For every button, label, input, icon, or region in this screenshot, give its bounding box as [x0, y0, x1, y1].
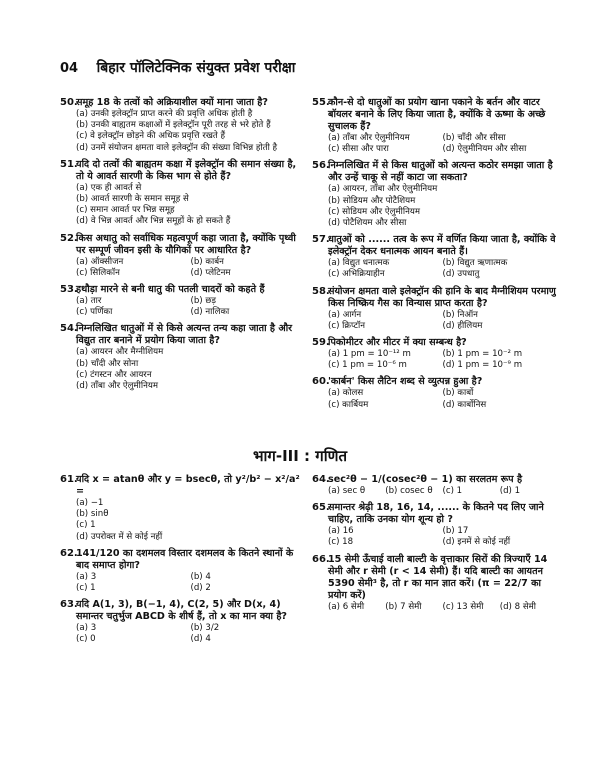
question-number: 54. — [60, 323, 78, 335]
question-text: कौन-से दो धातुओं का प्रयोग खाना पकाने के बर्तन और वाटर बॉयलर बनाने के लिए किया जाता है, क्योंकि वे ऊष्मा के अच्छे सुचालक हैं? — [328, 97, 546, 132]
options-grid — [328, 310, 557, 332]
options-grid — [328, 258, 557, 280]
right-column-bottom — [312, 474, 557, 618]
question-block — [312, 234, 557, 280]
question-block — [60, 233, 305, 279]
answer-option: (a) 3 — [76, 571, 97, 582]
answer-option: (c) कार्बियम — [328, 399, 369, 410]
answer-option: (b) छड़ — [190, 296, 217, 307]
answer-option: (b) 1 pm = 10⁻² m — [442, 349, 523, 360]
question-body — [76, 548, 305, 594]
question-text: sec²θ − 1/(cosec²θ − 1) का सरलतम रूप है — [328, 474, 523, 485]
question-text: 141/120 का दशमलव विस्तार दशमलव के कितने स्थानों के बाद समाप्त होगा? — [76, 547, 294, 571]
answer-option: (c) टंगस्टन और आयरन — [76, 369, 152, 380]
question-body — [76, 323, 305, 392]
answer-option: (d) पोटैशियम और सीसा — [328, 218, 407, 229]
answer-option: (c) 1 — [442, 486, 463, 496]
options-grid — [76, 572, 305, 594]
section-heading: भाग-III : गणित — [252, 447, 347, 465]
answer-option: (b) 17 — [442, 526, 469, 537]
question-text: 'कार्बन' किस लैटिन शब्द से व्युत्पन्न हुआ है? — [328, 376, 483, 388]
options-grid — [76, 257, 305, 279]
question-number: 60. — [312, 376, 330, 388]
answer-option: (a) आयरन और मैग्नीशियम — [76, 347, 164, 358]
answer-option: (a) एक ही आवर्त से — [76, 182, 142, 193]
question-text: यदि x = atanθ और y = bsecθ, तो y²/b² − x²/a² = — [76, 474, 300, 497]
options-list — [76, 183, 305, 228]
answer-option: (b) उनकी बाह्यतम कक्षाओं में इलेक्ट्रॉन पूरी तरह से भरे होते हैं — [76, 120, 271, 131]
options-list — [328, 184, 557, 229]
question-body — [76, 599, 305, 645]
question-body — [76, 159, 305, 228]
answer-option: (d) हीलियम — [442, 320, 483, 331]
question-number: 65. — [312, 502, 330, 514]
answer-option: (d) कार्बोनिस — [442, 399, 487, 410]
answer-option: (d) नालिका — [190, 307, 230, 318]
answer-option: (d) वे भिन्न आवर्त और भिन्न समूहों के हो सकते हैं — [76, 216, 231, 227]
answer-option: (a) 16 — [328, 526, 354, 537]
answer-option: (a) आयरन, ताँबा और ऐलुमीनियम — [328, 184, 438, 195]
question-number: 64. — [312, 474, 330, 485]
question-number: 59. — [312, 337, 330, 349]
answer-option: (d) इनमें से कोई नहीं — [442, 537, 511, 548]
question-body — [328, 160, 557, 229]
answer-option: (b) विद्युत ऋणात्मक — [442, 258, 508, 269]
answer-option: (d) 4 — [190, 634, 211, 645]
question-body — [76, 233, 305, 279]
question-number: 62. — [60, 547, 78, 559]
question-text: धातुओं को ...... तत्व के रूप में वर्णित किया जाता है, क्योंकि वे इलेक्ट्रॉन देकर धनात्मक आयन बनाते हैं। — [328, 234, 556, 258]
question-number: 52. — [60, 232, 78, 244]
options-grid — [328, 133, 557, 155]
question-body — [328, 234, 557, 280]
question-text: समूह 18 के तत्वों को अक्रियाशील क्यों माना जाता है? — [76, 97, 268, 108]
question-body — [76, 284, 305, 318]
answer-option: (c) समान आवर्त पर भिन्न समूह — [76, 205, 175, 216]
options-row — [328, 602, 557, 613]
page-header — [60, 58, 295, 77]
left-column-top — [60, 97, 305, 397]
options-list — [76, 109, 305, 154]
question-block — [60, 474, 305, 543]
answer-option: (b) cosec θ — [385, 486, 433, 496]
question-number: 50. — [60, 97, 78, 108]
answer-option: (a) 1 pm = 10⁻¹² m — [328, 349, 411, 360]
question-body — [328, 502, 557, 548]
question-number: 57. — [312, 234, 330, 246]
answer-option: (b) sinθ — [76, 509, 109, 520]
answer-option: (a) 3 — [76, 623, 97, 634]
question-text: पिकोमीटर और मीटर में क्या सम्बन्ध है? — [328, 337, 467, 349]
question-block — [312, 160, 557, 229]
answer-option: (a) sec θ — [328, 486, 366, 496]
left-column-bottom — [60, 474, 305, 651]
answer-option: (c) 1 — [76, 583, 96, 594]
answer-option: (a) 6 सेमी — [328, 601, 365, 612]
answer-option: (b) चाँदी और सोना — [76, 358, 139, 369]
question-block — [312, 502, 557, 548]
answer-option: (b) 3/2 — [190, 623, 220, 634]
question-text: निम्नलिखित में से किस धातुओं को अत्यन्त कठोर समझा जाता है और उन्हें चाकू से नहीं काटा जा सकता? — [328, 160, 553, 184]
question-block — [60, 284, 305, 318]
question-body — [328, 286, 557, 332]
question-block — [312, 474, 557, 497]
answer-option: (b) चाँदी और सीसा — [442, 133, 506, 143]
answer-option: (d) 2 — [190, 583, 211, 594]
question-text: हथौड़ा मारने से बनी धातु की पतली चादरों को कहते हैं — [76, 284, 265, 296]
question-block — [60, 599, 305, 645]
question-number: 51. — [60, 158, 78, 170]
question-text: 15 सेमी ऊँचाई वाली बाल्टी के वृत्ताकार सिरों की त्रिज्याएँ 14 सेमी और r सेमी (r < 14 सेमी) हैं। यदि बाल्टी का आयतन 5390 सेमी³ है, तो r का मान ज्ञात करें। (π = 22/7 का प्रयोग करें) — [328, 553, 548, 601]
question-block — [60, 548, 305, 594]
answer-option: (a) −1 — [76, 498, 104, 508]
answer-option: (b) सोडियम और पोटैशियम — [328, 195, 416, 206]
question-block — [312, 286, 557, 332]
question-text: समान्तर श्रेढ़ी 18, 16, 14, ...... के कितने पद लिए जाने चाहिए, ताकि उनका योग शून्य हो ? — [328, 502, 544, 526]
answer-option: (b) निऑन — [442, 309, 478, 320]
answer-option: (a) विद्युत धनात्मक — [328, 258, 390, 269]
answer-option: (d) ताँबा और ऐलुमीनियम — [76, 381, 158, 392]
answer-option: (b) 7 सेमी — [385, 601, 422, 612]
answer-option: (c) अभिक्रियाहीन — [328, 269, 385, 280]
answer-option: (c) 0 — [76, 634, 96, 645]
question-body — [328, 97, 557, 155]
answer-option: (b) 4 — [190, 571, 211, 582]
question-text: संयोजन क्षमता वाले इलेक्ट्रॉन की हानि के बाद मैग्नीशियम परमाणु किस निष्क्रिय गैस का विन्यास प्राप्त करता है? — [328, 285, 556, 309]
right-column-top — [312, 97, 557, 416]
answer-option: (c) सोडियम और ऐलुमीनियम — [328, 206, 420, 217]
answer-option: (c) वे इलेक्ट्रॉन छोड़ने की अधिक प्रवृत्ति रखते हैं — [76, 131, 226, 142]
answer-option: (d) प्लेटिनम — [190, 267, 231, 278]
question-number: 58. — [312, 285, 330, 297]
question-text: किस अधातु को सर्वाधिक महत्वपूर्ण कहा जाता है, क्योंकि पृथ्वी पर सम्पूर्ण जीवन इसी के यौगिकों पर आधारित है? — [76, 232, 296, 256]
answer-option: (d) उनमें संयोजन क्षमता वाले इलेक्ट्रॉन की संख्या विभिन्न होती है — [76, 142, 278, 153]
question-body — [76, 474, 305, 543]
question-block — [60, 97, 305, 154]
question-number: 56. — [312, 160, 330, 172]
answer-option: (d) 1 — [499, 486, 521, 496]
answer-option: (c) 1 — [76, 520, 96, 531]
question-body — [76, 97, 305, 154]
answer-option: (d) उपधातु — [442, 269, 480, 280]
question-block — [60, 159, 305, 228]
question-block — [60, 323, 305, 392]
answer-option: (c) 18 — [328, 537, 354, 548]
question-block — [312, 97, 557, 155]
question-block — [312, 337, 557, 371]
question-block — [312, 376, 557, 410]
answer-option: (a) उनकी इलेक्ट्रॉन प्राप्त करने की प्रवृत्ति अधिक होती है — [76, 109, 253, 119]
answer-option: (a) ऑक्सीजन — [76, 256, 124, 267]
answer-option: (c) क्रिप्टॉन — [328, 320, 366, 331]
question-number: 61. — [60, 474, 78, 485]
question-number: 55. — [312, 97, 330, 108]
question-body — [328, 337, 557, 371]
options-grid — [328, 526, 557, 548]
options-grid — [76, 623, 305, 645]
answer-option: (a) तार — [76, 296, 102, 307]
answer-option: (c) 1 pm = 10⁻⁶ m — [328, 360, 407, 371]
answer-option: (c) सीसा और पारा — [328, 144, 389, 155]
question-text: निम्नलिखित धातुओं में से किसे अत्यन्त तन्य कहा जाता है और विद्युत तार बनाने में प्रयोग किया जाता है? — [76, 323, 293, 347]
answer-option: (c) 13 सेमी — [442, 601, 484, 612]
options-grid — [76, 296, 305, 318]
answer-option: (b) कार्बन — [190, 256, 224, 267]
options-list — [76, 498, 305, 543]
options-list — [76, 347, 305, 392]
question-block — [312, 554, 557, 613]
answer-option: (c) सिलिकॉन — [76, 267, 120, 278]
page-title: बिहार पॉलिटेक्निक संयुक्त प्रवेश परीक्षा — [96, 60, 296, 76]
question-number: 66. — [312, 553, 330, 565]
options-row — [328, 486, 557, 497]
answer-option: (d) ऐलुमीनियम और सीसा — [442, 144, 527, 155]
options-grid — [328, 388, 557, 410]
answer-option: (a) आर्गन — [328, 309, 362, 320]
answer-option: (d) 8 सेमी — [499, 601, 537, 612]
answer-option: (c) पर्णिका — [76, 307, 113, 318]
question-number: 53. — [60, 284, 78, 296]
page-number: 04 — [60, 61, 79, 76]
question-number: 63. — [60, 599, 78, 611]
question-body — [328, 554, 557, 613]
answer-option: (b) कार्बो — [442, 388, 474, 399]
answer-option: (a) कोलस — [328, 388, 364, 399]
options-grid — [328, 349, 557, 371]
question-body — [328, 376, 557, 410]
question-body — [328, 474, 557, 497]
answer-option: (b) आवर्त सारणी के समान समूह से — [76, 194, 189, 205]
question-text: यदि दो तत्वों की बाह्यतम कक्षा में इलेक्ट्रॉन की समान संख्या है, तो ये आवर्त सारणी के किस भाग से होते हैं? — [76, 158, 297, 182]
answer-option: (a) ताँबा और ऐलुमीनियम — [328, 133, 410, 143]
question-text: यदि A(1, 3), B(−1, 4), C(2, 5) और D(x, 4) समान्तर चतुर्भुज ABCD के शीर्ष हैं, तो x का मान क्या है? — [76, 599, 288, 623]
answer-option: (d) 1 pm = 10⁻⁹ m — [442, 360, 523, 371]
answer-option: (d) उपरोक्त में से कोई नहीं — [76, 531, 163, 542]
